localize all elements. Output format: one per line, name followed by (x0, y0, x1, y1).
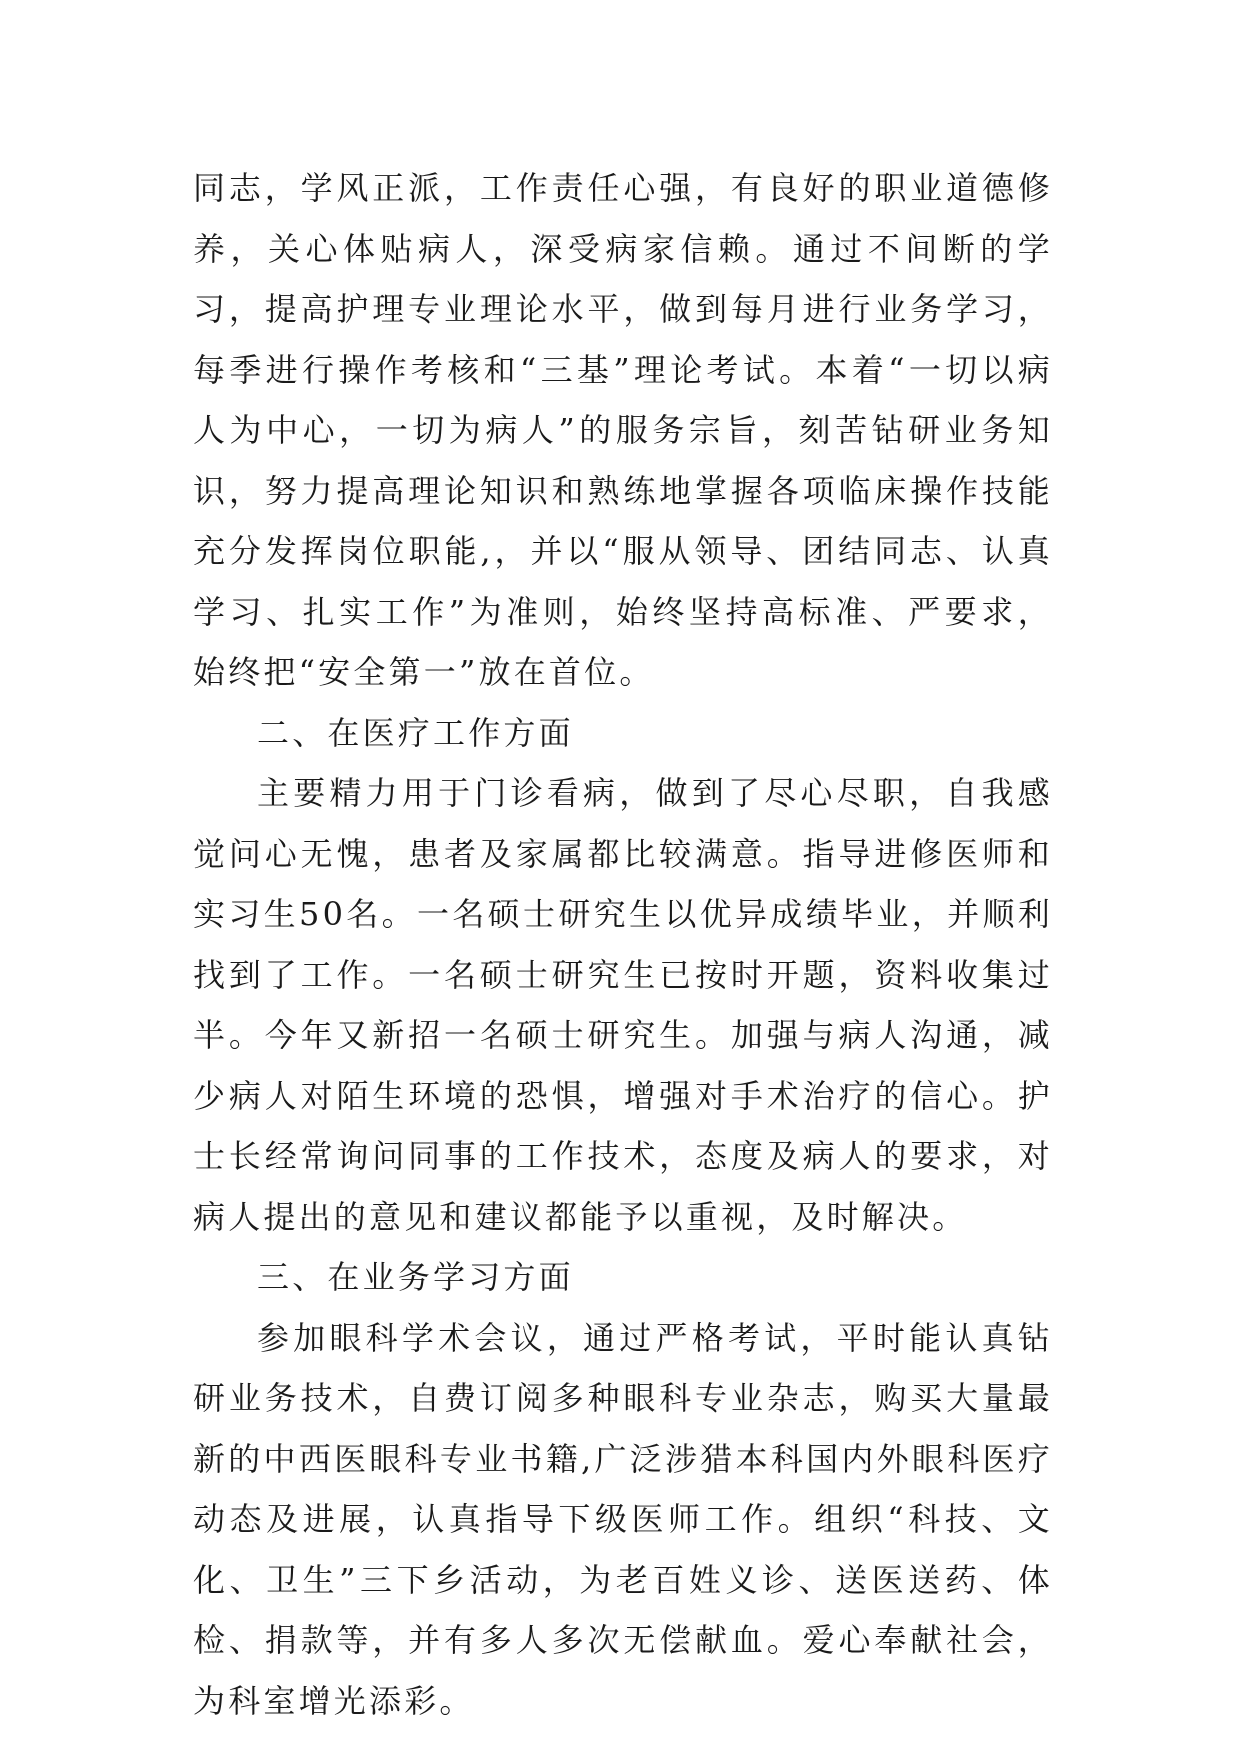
paragraph-intro-continued: 同志，学风正派，工作责任心强，有良好的职业道德修养，关心体贴病人，深受病家信赖。通过不间断的学习，提高护理专业理论水平，做到每月进行业务学习，每季进行操作考核和“三基”理论考试。本着“一切以病人为中心，一切为病人”的服务宗旨，刻苦钻研业务知识，努力提高理论知识和熟练地掌握各项临床操作技能充分发挥岗位职能,，并以“服从领导、团结同志、认真学习、扎实工作”为准则，始终坚持高标准、严要求，始终把“安全第一”放在首位。 (193, 169, 1053, 691)
section-heading-professional-study: 三、在业务学习方面 (257, 1258, 574, 1296)
document-body (193, 158, 1053, 1731)
paragraph-medical-work: 主要精力用于门诊看病，做到了尽心尽职，自我感觉问心无愧，患者及家属都比较满意。指导进修医师和实习生50名。一名硕士研究生以优异成绩毕业，并顺利找到了工作。一名硕士研究生已按时开题，资料收集过半。今年又新招一名硕士研究生。加强与病人沟通，减少病人对陌生环境的恐惧，增强对手术治疗的信心。护士长经常询问同事的工作技术，态度及病人的要求，对病人提出的意见和建议都能予以重视，及时解决。 (193, 774, 1053, 1236)
section-heading-medical-work: 二、在医疗工作方面 (257, 713, 574, 752)
paragraph-professional-study: 参加眼科学术会议，通过严格考试，平时能认真钻研业务技术，自费订阅多种眼科专业杂志，购买大量最新的中西医眼科专业书籍,广泛涉猎本科国内外眼科医疗动态及进展，认真指导下级医师工作。组织“科技、文化、卫生”三下乡活动，为老百姓义诊、送医送药、体检、捐款等，并有多人多次无偿献血。爱心奉献社会，为科室增光添彩。 (193, 1318, 1053, 1720)
